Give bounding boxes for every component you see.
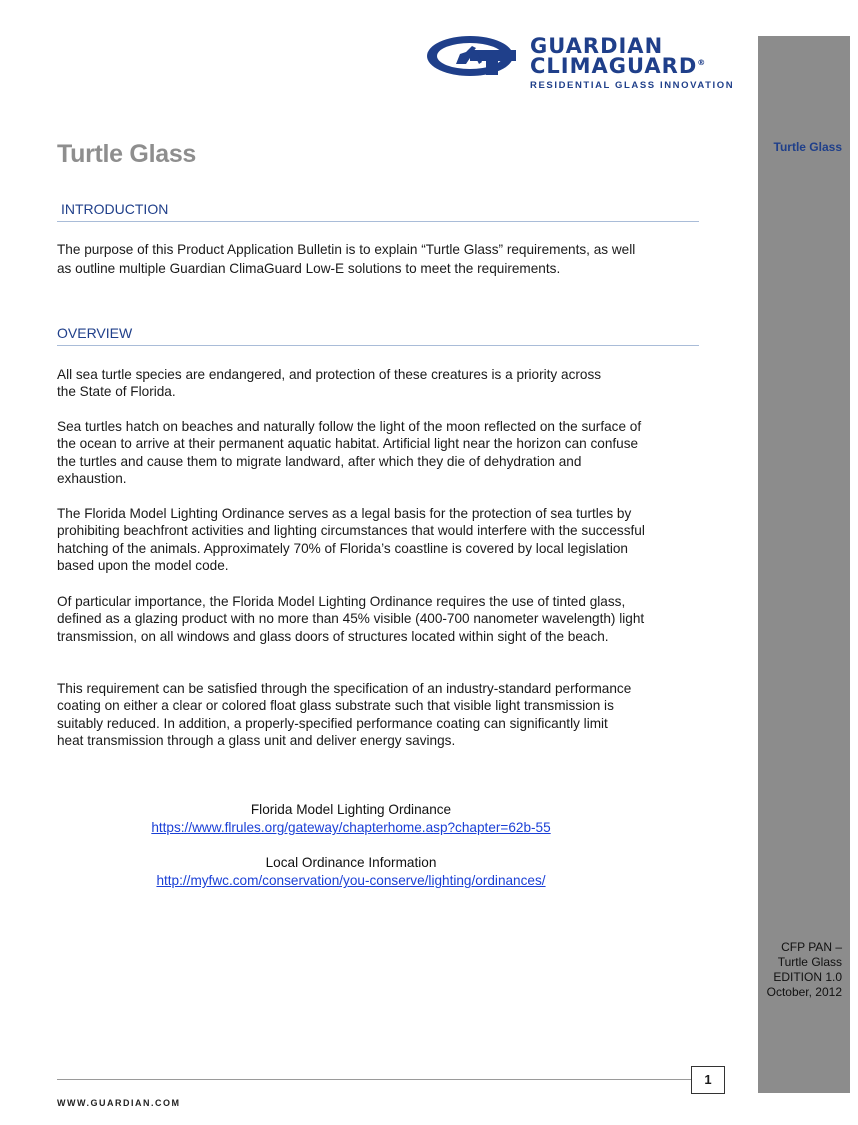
edition-line: October, 2012 [766, 985, 842, 999]
overview-paragraph: All sea turtle species are endangered, and protection of these creatures is a priority across the State of Florida. [57, 367, 602, 400]
footer-website[interactable]: WWW.GUARDIAN.COM [57, 1098, 181, 1108]
logo-wordmark-climaguard: CLIMAGUARD® [530, 54, 707, 78]
reference-title: Florida Model Lighting Ordinance [250, 802, 452, 817]
sidebar-title: Turtle Glass [773, 140, 842, 154]
reference-florida-ordinance [57, 801, 645, 837]
guardian-horseman-emblem-icon [426, 34, 530, 84]
reference-title: Local Ordinance Information [265, 855, 437, 870]
footer-divider [57, 1079, 691, 1080]
reference-local-ordinance [57, 854, 645, 890]
guardian-climaguard-logo [426, 32, 756, 94]
overview-heading: OVERVIEW [57, 325, 699, 346]
reference-link[interactable]: https://www.flrules.org/gateway/chapterhome.asp?chapter=62b-55 [151, 820, 551, 835]
overview-paragraph: The Florida Model Lighting Ordinance serves as a legal basis for the protection of sea turtles by prohibiting beachfront activities and lighting circumstances that would interfere with the successful hatching of the animals. Approximately 70% of Florida’s coastline is covered by local legislation based upon the model code. [57, 506, 645, 573]
overview-paragraph: Of particular importance, the Florida Model Lighting Ordinance requires the use of tinted glass, defined as a glazing product with no more than 45% visible (400-700 nanometer wavelength) light transmission, on all windows and glass doors of structures located within sight of the beach. [57, 594, 645, 644]
sidebar-panel [758, 36, 850, 1093]
edition-line: EDITION 1.0 [773, 970, 842, 984]
page-number: 1 [691, 1066, 725, 1094]
overview-paragraph: Sea turtles hatch on beaches and naturally follow the light of the moon reflected on the surface of the ocean to arrive at their permanent aquatic habitat. Artificial light near the horizon can confuse the turtles and cause them to migrate landward, after which they die of dehydration and exhaustion. [57, 419, 642, 486]
edition-line: CFP PAN – [781, 940, 842, 954]
introduction-paragraph: The purpose of this Product Application Bulletin is to explain “Turtle Glass” requirements, as well as outline multiple Guardian ClimaGuard Low-E solutions to meet the requirements. [57, 242, 636, 276]
logo-tagline: RESIDENTIAL GLASS INNOVATION [530, 80, 735, 91]
overview-paragraph: This requirement can be satisfied through the specification of an industry-standard performance coating on either a clear or colored float glass substrate such that visible light transmission is suitably reduced. In addition, a properly-specified performance coating can significantly limit heat transmission through a glass unit and deliver energy savings. [57, 681, 632, 748]
edition-line: Turtle Glass [777, 955, 842, 969]
edition-info [758, 940, 842, 1000]
introduction-heading: INTRODUCTION [57, 201, 699, 222]
page-title: Turtle Glass [57, 140, 197, 168]
reference-link[interactable]: http://myfwc.com/conservation/you-conserve/lighting/ordinances/ [156, 873, 546, 888]
logo-wordmark-guardian: GUARDIAN [530, 34, 664, 58]
